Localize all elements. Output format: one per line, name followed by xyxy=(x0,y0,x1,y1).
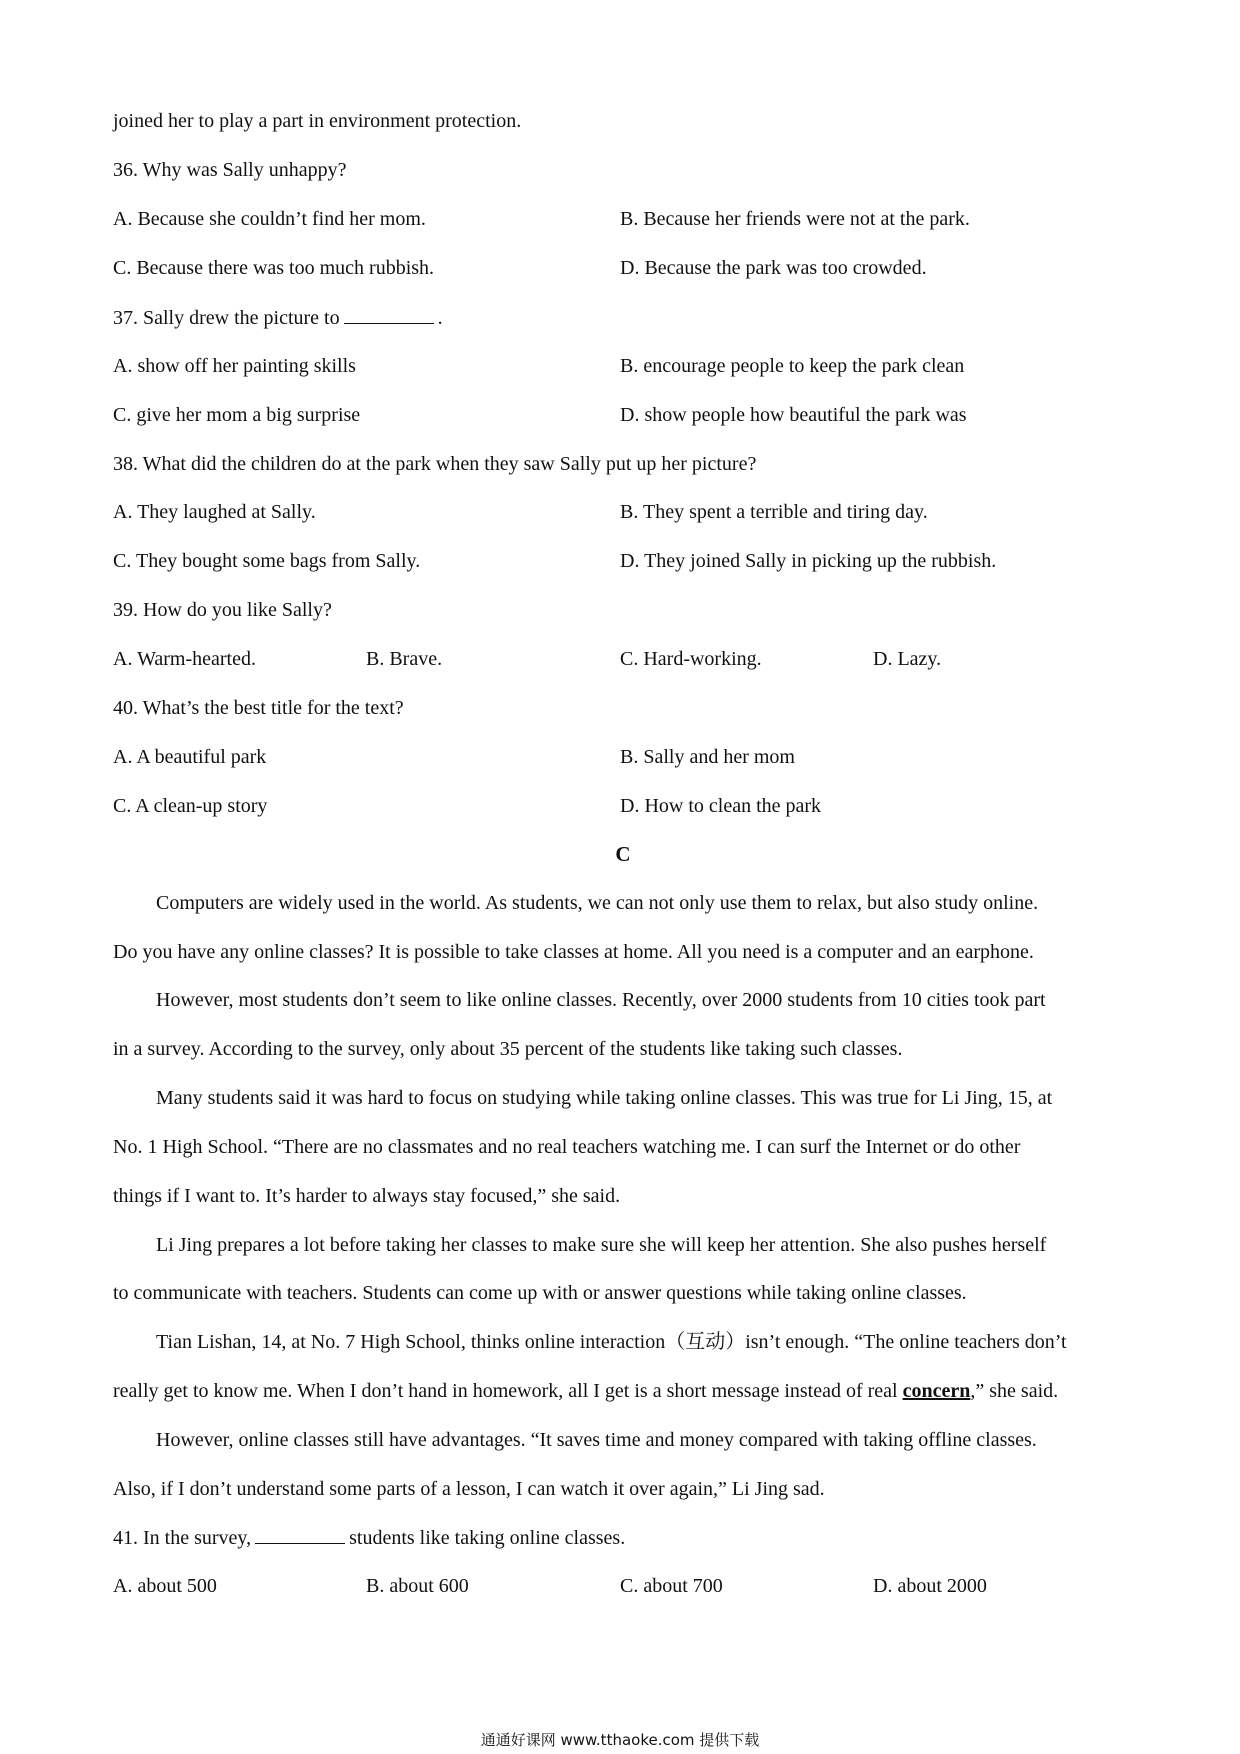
option-40-a[interactable]: A. A beautiful park xyxy=(113,746,267,768)
passage-line: Do you have any online classes? It is possible to take classes at home. All you need is a computer and an earphone. xyxy=(113,941,1034,963)
underlined-word-concern: concern xyxy=(902,1380,971,1402)
option-36-d[interactable]: D. Because the park was too crowded. xyxy=(620,257,927,279)
passage-line: to communicate with teachers. Students can come up with or answer questions while taking online classes. xyxy=(113,1282,967,1304)
section-heading-c: C xyxy=(615,842,631,866)
option-38-a[interactable]: A. They laughed at Sally. xyxy=(113,501,316,523)
option-38-c[interactable]: C. They bought some bags from Sally. xyxy=(113,550,421,572)
option-41-d[interactable]: D. about 2000 xyxy=(873,1575,987,1597)
passage-line: Li Jing prepares a lot before taking her classes to make sure she will keep her attention. She also pushes herself xyxy=(156,1234,1047,1256)
passage-line: Tian Lishan, 14, at No. 7 High School, thinks online interaction（互动）isn’t enough. “The online teachers don’t xyxy=(156,1331,1067,1353)
passage-line: However, most students don’t seem to like online classes. Recently, over 2000 students from 10 cities took part xyxy=(156,989,1046,1011)
passage-line: Many students said it was hard to focus on studying while taking online classes. This was true for Li Jing, 15, at xyxy=(156,1087,1053,1109)
option-38-b[interactable]: B. They spent a terrible and tiring day. xyxy=(620,501,928,523)
option-37-c[interactable]: C. give her mom a big surprise xyxy=(113,404,361,426)
question-38: 38. What did the children do at the park when they saw Sally put up her picture? xyxy=(113,453,757,475)
question-36: 36. Why was Sally unhappy? xyxy=(113,159,347,181)
option-36-b[interactable]: B. Because her friends were not at the park. xyxy=(620,208,970,230)
option-39-c[interactable]: C. Hard-working. xyxy=(620,648,762,670)
option-40-c[interactable]: C. A clean-up story xyxy=(113,795,268,817)
option-39-a[interactable]: A. Warm-hearted. xyxy=(113,648,256,670)
option-37-b[interactable]: B. encourage people to keep the park clean xyxy=(620,355,965,377)
question-37 xyxy=(113,305,443,330)
passage-line: Also, if I don’t understand some parts of a lesson, I can watch it over again,” Li Jing sad. xyxy=(113,1478,825,1500)
passage-line: Computers are widely used in the world. As students, we can not only use them to relax, but also study online. xyxy=(156,892,1039,914)
passage-text: ,” she said. xyxy=(970,1380,1059,1402)
passage-line xyxy=(113,1379,1058,1403)
question-40: 40. What’s the best title for the text? xyxy=(113,697,404,719)
passage-line: joined her to play a part in environment protection. xyxy=(113,110,522,132)
passage-line: things if I want to. It’s harder to always stay focused,” she said. xyxy=(113,1185,621,1207)
option-36-a[interactable]: A. Because she couldn’t find her mom. xyxy=(113,208,426,230)
option-37-d[interactable]: D. show people how beautiful the park was xyxy=(620,404,967,426)
question-37-text: 37. Sally drew the picture to xyxy=(113,307,340,329)
page-footer: 通通好课网 www.tthaoke.com 提供下载 xyxy=(480,1731,760,1749)
option-36-c[interactable]: C. Because there was too much rubbish. xyxy=(113,257,435,279)
passage-text: really get to know me. When I don’t hand in homework, all I get is a short message instead of real xyxy=(113,1380,898,1402)
option-41-a[interactable]: A. about 500 xyxy=(113,1575,217,1597)
answer-blank xyxy=(344,305,434,324)
option-40-b[interactable]: B. Sally and her mom xyxy=(620,746,795,768)
passage-line: in a survey. According to the survey, only about 35 percent of the students like taking such classes. xyxy=(113,1038,903,1060)
passage-line: No. 1 High School. “There are no classmates and no real teachers watching me. I can surf the Internet or do other xyxy=(113,1136,1021,1158)
option-38-d[interactable]: D. They joined Sally in picking up the rubbish. xyxy=(620,550,997,572)
option-39-d[interactable]: D. Lazy. xyxy=(873,648,942,670)
question-41-end: students like taking online classes. xyxy=(349,1527,626,1549)
question-41 xyxy=(113,1525,625,1550)
question-41-text: 41. In the survey, xyxy=(113,1527,252,1549)
option-40-d[interactable]: D. How to clean the park xyxy=(620,795,822,817)
answer-blank xyxy=(255,1525,345,1544)
option-37-a[interactable]: A. show off her painting skills xyxy=(113,355,356,377)
option-39-b[interactable]: B. Brave. xyxy=(366,648,443,670)
question-37-end: . xyxy=(437,307,443,329)
passage-line: However, online classes still have advantages. “It saves time and money compared with taking offline classes. xyxy=(156,1429,1037,1451)
option-41-c[interactable]: C. about 700 xyxy=(620,1575,723,1597)
question-39: 39. How do you like Sally? xyxy=(113,599,332,621)
option-41-b[interactable]: B. about 600 xyxy=(366,1575,469,1597)
